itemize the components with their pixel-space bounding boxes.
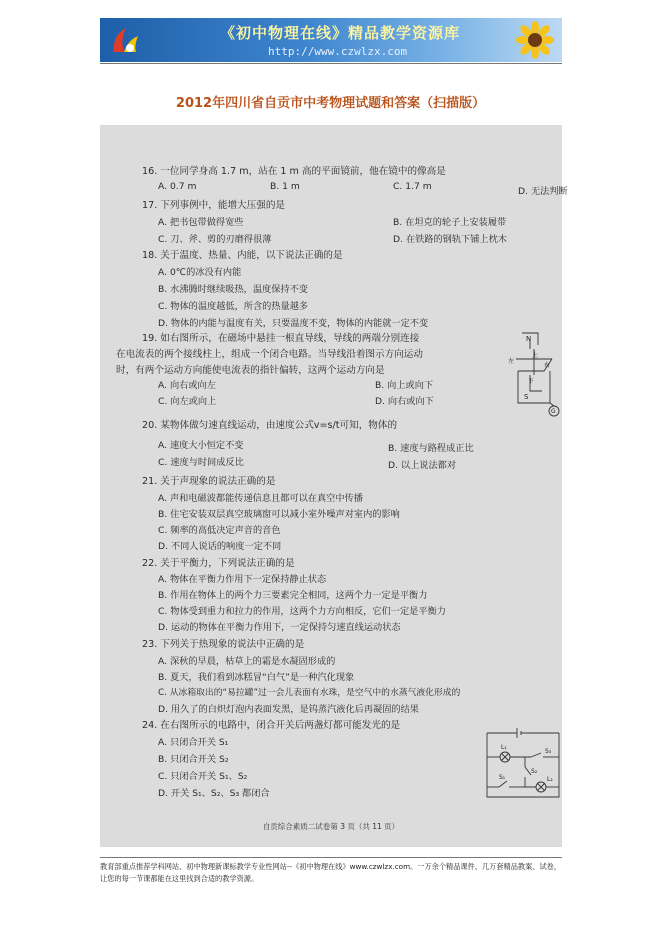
question-16-stem: 16. 一位同学身高 1.7 m，站在 1 m 高的平面镜前，他在镜中的像高是 (142, 166, 446, 177)
q21-option-d: D. 不同人说话的响度一定不同 (158, 541, 282, 552)
fig19-label-left: 左 (508, 358, 515, 365)
q22-option-a: A. 物体在平衡力作用下一定保持静止状态 (158, 574, 327, 585)
q23-option-b: B. 夏天，我们看到冰糕冒“白气”是一种汽化现象 (158, 672, 355, 683)
circuit-label-l2: L₂ (547, 776, 553, 783)
site-footer-text: 教育部重点推荐学科网站、初中物理新课标教学专业性网站--《初中物理在线》www.czwlzx.com。一万余个精品课件、几万套精品教案、试卷，让您的每一节课都能在这里找到合适的教学资源。 (100, 862, 562, 883)
q23-option-c: C. 从冰箱取出的“易拉罐”过一会儿表面有水珠，是空气中的水蒸气液化形成的 (158, 688, 461, 698)
q17-option-c: C. 刀、斧、剪的刃磨得很薄 (158, 234, 272, 245)
q22-option-d: D. 运动的物体在平衡力作用下，一定保持匀速直线运动状态 (158, 622, 401, 633)
sunflower-icon (512, 20, 558, 60)
banner-title: 《初中物理在线》精品教学资源库 (220, 24, 461, 42)
question-19-stem: 19. 如右图所示，在磁场中悬挂一根直导线，导线的两端分别连接 (142, 333, 420, 344)
scanned-exam-page (100, 125, 568, 847)
question-19-stem-line2: 在电流表的两个接线柱上，组成一个闭合电路。当导线沿着图示方向运动 (116, 349, 423, 360)
q16-option-a: A. 0.7 m (158, 181, 197, 192)
q18-option-b: B. 水沸腾时继续吸热，温度保持不变 (158, 284, 308, 295)
fig19-label-right: 右 (544, 362, 551, 369)
magnet-conductor-figure (508, 331, 560, 423)
q18-option-c: C. 物体的温度越低，所含的热量越多 (158, 301, 309, 312)
question-23-stem: 23. 下列关于热现象的说法中正确的是 (142, 639, 305, 650)
q21-option-a: A. 声和电磁波都能传递信息且都可以在真空中传播 (158, 493, 363, 504)
q19-option-c: C. 向左或向上 (158, 396, 217, 407)
q24-option-d: D. 开关 S₁、S₂、S₃ 都闭合 (158, 788, 270, 799)
banner-divider (100, 63, 562, 64)
fig19-label-down: 下 (528, 378, 535, 385)
q23-option-d: D. 用久了的白炽灯泡内表面发黑，是钨蒸汽液化后再凝固的结果 (158, 704, 419, 715)
circuit-label-s1: S₁ (499, 774, 506, 781)
q21-option-c: C. 频率的高低决定声音的音色 (158, 525, 281, 536)
q16-option-d: D. 无法判断 (518, 186, 568, 197)
question-18-stem: 18. 关于温度、热量、内能，以下说法正确的是 (142, 250, 343, 261)
q16-option-c: C. 1.7 m (393, 181, 432, 192)
question-19-stem-line3: 时，有两个运动方向能使电流表的指针偏转，这两个运动方向是 (116, 365, 385, 376)
q18-option-a: A. 0℃的冰没有内能 (158, 267, 242, 278)
q18-option-d: D. 物体的内能与温度有关，只要温度不变，物体的内能就一定不变 (158, 318, 429, 329)
question-21-stem: 21. 关于声现象的说法正确的是 (142, 476, 276, 487)
fig19-label-up: 上 (532, 352, 539, 359)
circuit-label-s3: S₃ (545, 748, 552, 755)
q20-option-c: C. 速度与时间成反比 (158, 457, 244, 468)
fig19-label-s: S (524, 393, 529, 401)
q17-option-b: B. 在坦克的轮子上安装履带 (393, 217, 507, 228)
circuit-label-l1: L₁ (501, 744, 507, 751)
circuit-diagram (485, 725, 561, 805)
q19-option-b: B. 向上或向下 (375, 380, 434, 391)
q21-option-b: B. 住宅安装双层真空玻璃窗可以减小室外噪声对室内的影响 (158, 509, 400, 520)
document-title: 2012年四川省自贡市中考物理试题和答案（扫描版） (175, 96, 486, 111)
site-logo-icon (108, 22, 144, 58)
q22-option-b: B. 作用在物体上的两个力三要素完全相同，这两个力一定是平衡力 (158, 590, 428, 601)
q24-option-b: B. 只闭合开关 S₂ (158, 754, 229, 765)
q23-option-a: A. 深秋的早晨，枯草上的霜是水凝固形成的 (158, 656, 336, 667)
fig19-label-n: N (526, 335, 532, 343)
exam-page-footer: 自贡综合素质二试卷第 3 页（共 11 页） (262, 822, 400, 831)
question-17-stem: 17. 下列事例中，能增大压强的是 (142, 200, 286, 211)
q19-option-d: D. 向右或向下 (375, 396, 434, 407)
q22-option-c: C. 物体受到重力和拉力的作用，这两个力方向相反，它们一定是平衡力 (158, 606, 446, 617)
question-24-stem: 24. 在右图所示的电路中，闭合开关后两盏灯都可能发光的是 (142, 720, 401, 731)
fig19-label-g: G (551, 408, 556, 415)
q16-option-b: B. 1 m (270, 181, 300, 192)
q17-option-a: A. 把书包带做得宽些 (158, 217, 244, 228)
q20-option-d: D. 以上说法都对 (388, 460, 457, 471)
circuit-label-s2: S₂ (531, 768, 538, 775)
q24-option-c: C. 只闭合开关 S₁、S₂ (158, 771, 248, 782)
q20-option-a: A. 速度大小恒定不变 (158, 440, 244, 451)
banner-url[interactable]: http://www.czwlzx.com (268, 45, 408, 58)
q20-option-b: B. 速度与路程成正比 (388, 443, 474, 454)
q17-option-d: D. 在铁路的钢轨下铺上枕木 (393, 234, 507, 245)
q24-option-a: A. 只闭合开关 S₁ (158, 737, 229, 748)
site-banner (100, 18, 562, 62)
q19-option-a: A. 向右或向左 (158, 380, 216, 391)
question-22-stem: 22. 关于平衡力，下列说法正确的是 (142, 558, 295, 569)
footer-divider (100, 857, 562, 858)
question-20-stem: 20. 某物体做匀速直线运动，由速度公式v=s/t可知，物体的 (142, 420, 398, 431)
